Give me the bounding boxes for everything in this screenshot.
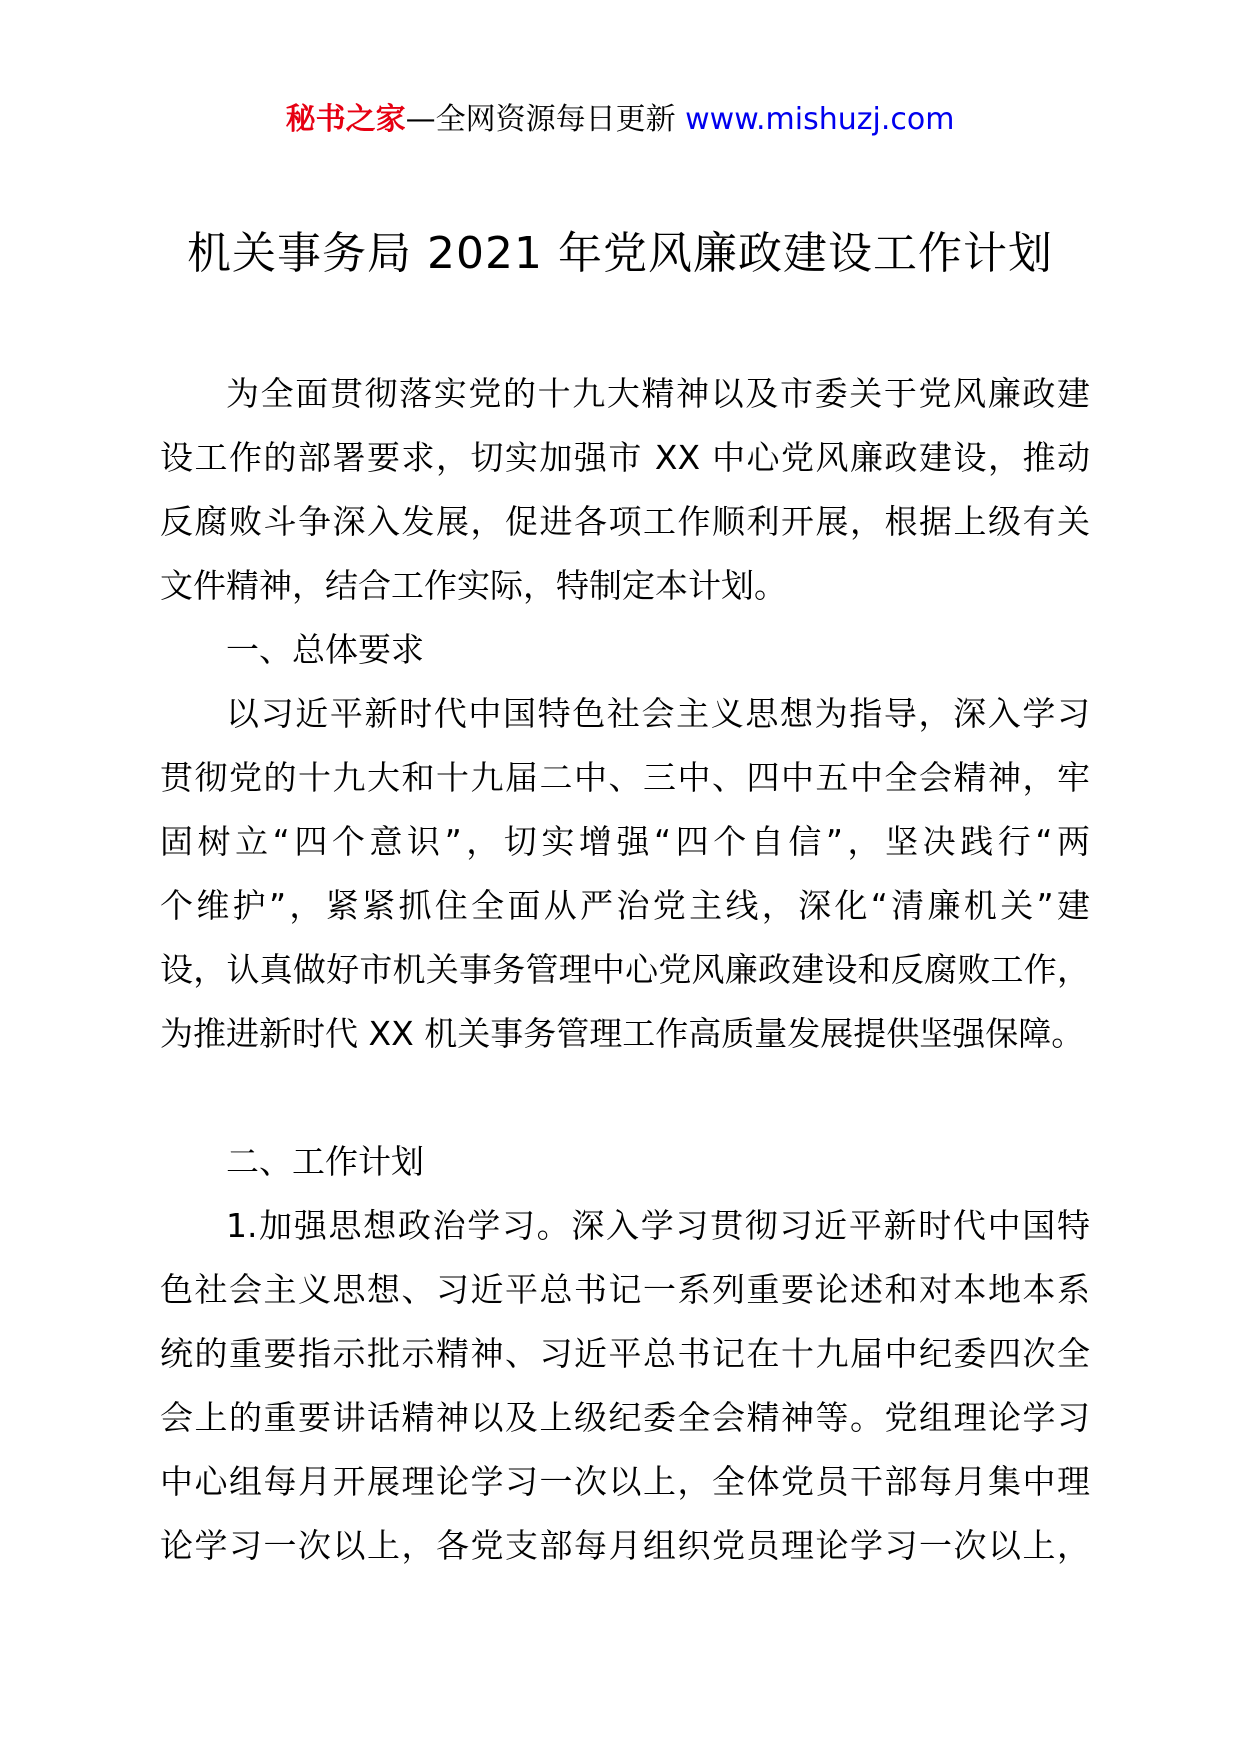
section1-line: 个维护”，紧紧抓住全面从严治党主线，深化“清廉机关”建 [160,886,1090,925]
document-title: 机关事务局 2021 年党风廉政建设工作计划 [187,228,1053,279]
section-heading-1: 一、总体要求 [226,630,424,669]
section-heading-2: 二、工作计划 [226,1142,424,1181]
section2-line: 统的重要指示批示精神、习近平总书记在十九届中纪委四次全 [160,1334,1090,1373]
section1-line: 贯彻党的十九大和十九届二中、三中、四中五中全会精神，牢 [160,758,1090,797]
site-header [0,100,1240,140]
document-body [160,362,1090,1578]
intro-line: 为全面贯彻落实党的十九大精神以及市委关于党风廉政建 [226,374,1090,413]
section1-line: 固树立“四个意识”，切实增强“四个自信”，坚决践行“两 [160,822,1090,861]
paragraph-spacer [160,1066,1090,1130]
site-tagline: —全网资源每日更新 [405,102,686,137]
section2-line: 中心组每月开展理论学习一次以上，全体党员干部每月集中理 [160,1462,1090,1501]
section1-line: 为推进新时代 XX 机关事务管理工作高质量发展提供坚强保障。 [160,1014,1085,1053]
site-url-link[interactable]: www.mishuzj.com [685,102,955,137]
section1-line: 以习近平新时代中国特色社会主义思想为指导，深入学习 [226,694,1090,733]
section2-line: 论学习一次以上，各党支部每月组织党员理论学习一次以上， [160,1526,1090,1565]
site-brand: 秘书之家 [285,102,406,137]
section2-line: 会上的重要讲话精神以及上级纪委全会精神等。党组理论学习 [160,1398,1090,1437]
intro-line: 设工作的部署要求，切实加强市 XX 中心党风廉政建设，推动 [160,438,1090,477]
section1-line: 设，认真做好市机关事务管理中心党风廉政建设和反腐败工作， [160,950,1090,989]
section2-line: 1.加强思想政治学习。深入学习贯彻习近平新时代中国特 [226,1206,1090,1245]
intro-line: 反腐败斗争深入发展，促进各项工作顺利开展，根据上级有关 [160,502,1090,541]
intro-line: 文件精神，结合工作实际，特制定本计划。 [160,566,787,605]
section2-line: 色社会主义思想、习近平总书记一系列重要论述和对本地本系 [160,1270,1090,1309]
